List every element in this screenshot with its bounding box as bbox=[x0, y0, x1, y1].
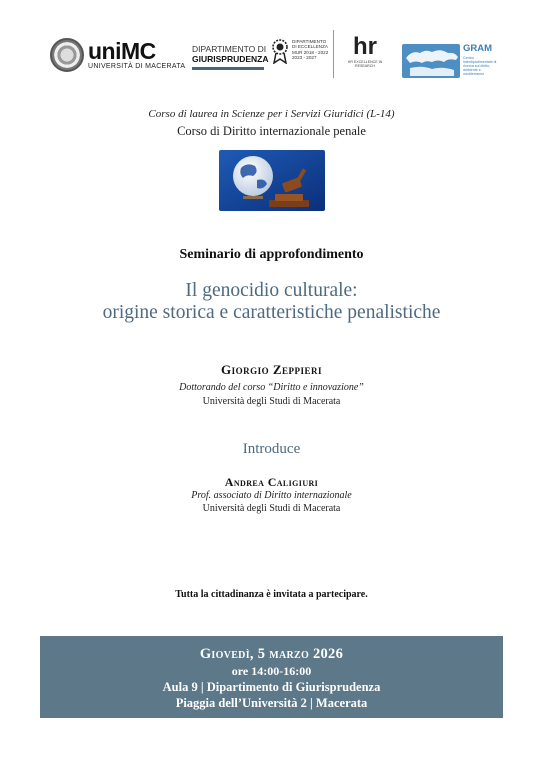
gram-subtitle: Centro interdipartimentale di ricerca sul diritto, ambiente e mediterraneo bbox=[463, 56, 497, 76]
university-seal-icon bbox=[50, 38, 84, 72]
logo-header bbox=[0, 30, 543, 82]
introducer-role: Prof. associato di Diritto internazionale bbox=[191, 490, 352, 501]
gram-logo bbox=[463, 44, 499, 76]
speaker-university: Università degli Studi di Macerata bbox=[202, 396, 341, 407]
globe-gavel-image bbox=[219, 150, 325, 211]
excellence-text: DIPARTIMENTO DI ECCELLENZA MUR 2018 - 2022 2023 - 2027 bbox=[292, 39, 329, 60]
department-bar bbox=[192, 67, 264, 70]
seminar-title-line1: Il genocidio culturale: bbox=[185, 280, 358, 301]
seminar-label: Seminario di approfondimento bbox=[179, 247, 364, 262]
introducer-university: Università degli Studi di Macerata bbox=[202, 503, 341, 514]
seminar-title-line2: origine storica e caratteristiche penalistiche bbox=[102, 302, 441, 323]
invitation-text: Tutta la cittadinanza è invitata a partecipare. bbox=[175, 589, 368, 600]
department-line1: DIPARTIMENTO DI bbox=[192, 44, 267, 54]
event-address: Piaggia dell’Università 2 | Macerata bbox=[175, 696, 368, 710]
hr-excellence-caption: HR EXCELLENCE IN RESEARCH bbox=[347, 60, 383, 68]
course-name: Corso di Diritto internazionale penale bbox=[177, 124, 366, 138]
hr-excellence-logo bbox=[340, 34, 390, 74]
event-date: Giovedì, 5 marzo 2026 bbox=[199, 646, 344, 662]
event-room: Aula 9 | Dipartimento di Giurisprudenza bbox=[162, 680, 381, 694]
unimc-logo-subtitle: UNIVERSITÀ DI MACERATA bbox=[88, 63, 186, 70]
gram-map-icon bbox=[402, 44, 460, 78]
introduce-label: Introduce bbox=[242, 441, 301, 457]
excellence-badge-icon bbox=[270, 38, 290, 64]
course-degree: Corso di laurea in Scienze per i Servizi Giuridici (L-14) bbox=[148, 108, 395, 120]
department-line2: GIURISPRUDENZA bbox=[192, 54, 269, 64]
header-divider bbox=[333, 30, 334, 78]
gram-title: GRAM bbox=[463, 43, 493, 54]
unimc-logo bbox=[88, 40, 185, 70]
event-time: ore 14:00-16:00 bbox=[231, 664, 312, 678]
department-logo bbox=[192, 44, 269, 70]
speaker-name: Giorgio Zeppieri bbox=[220, 362, 323, 377]
unimc-logo-text: uniMC bbox=[88, 38, 156, 64]
event-info-banner bbox=[40, 636, 503, 718]
introducer-name: Andrea Caligiuri bbox=[224, 475, 319, 489]
hr-excellence-mark: hr bbox=[353, 33, 377, 60]
speaker-role: Dottorando del corso “Diritto e innovazione” bbox=[179, 382, 364, 393]
